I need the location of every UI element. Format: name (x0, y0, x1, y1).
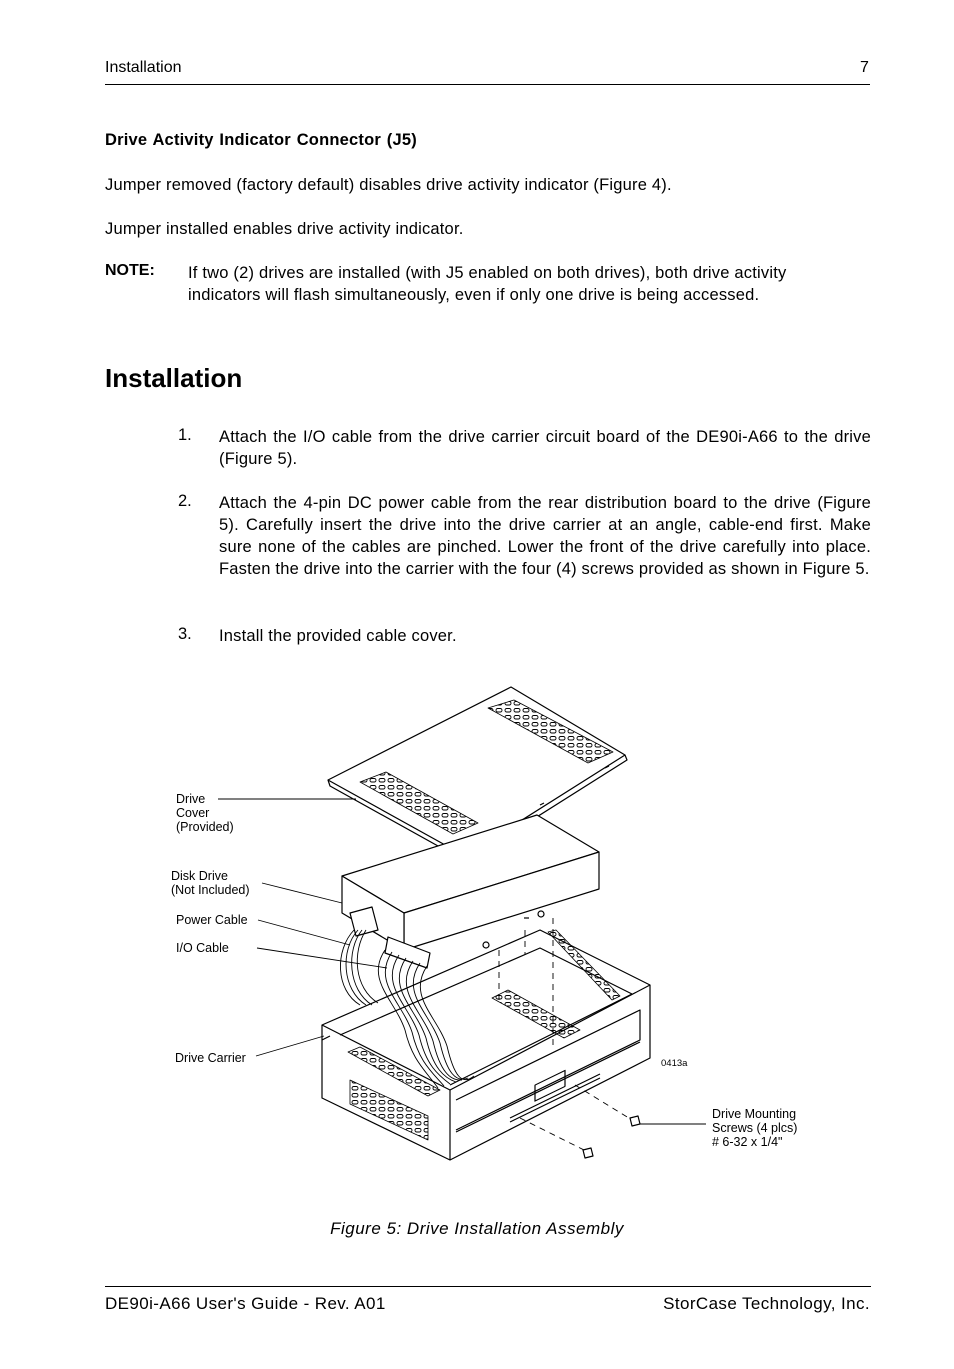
figure-caption: Figure 5: Drive Installation Assembly (330, 1219, 624, 1238)
drive-carrier (322, 930, 650, 1160)
part-number-label: 0413a (661, 1058, 688, 1069)
j5-paragraph-installed: Jumper installed enables drive activity indicator. (105, 220, 464, 238)
section-title: Installation (105, 363, 243, 393)
drive-cover-label (176, 792, 234, 834)
j5-paragraph-removed: Jumper removed (factory default) disables drive activity indicator (Figure 4). (105, 176, 672, 194)
label-line: Screws (4 plcs) (712, 1121, 798, 1135)
label-line: (Provided) (176, 820, 234, 834)
note-text: If two (2) drives are installed (with J5 enabled on both drives), both drive activity indicators will flash simultaneously, even if only one drive is being accessed. (188, 264, 787, 304)
page-number: 7 (860, 59, 869, 76)
mounting-screws (583, 1116, 640, 1158)
step-text: Install the provided cable cover. (219, 627, 457, 645)
label-line: Cover (176, 806, 210, 820)
disk-drive-label (171, 869, 250, 897)
power-cable-label: Power Cable (176, 913, 248, 927)
power-connector (340, 907, 378, 1005)
step-number: 1. (178, 426, 192, 444)
label-line: # 6-32 x 1/4" (712, 1135, 783, 1149)
running-header-title: Installation (105, 59, 182, 76)
step-text: Attach the I/O cable from the drive carrier circuit board of the DE90i-A66 to the drive (Figure 5). (219, 428, 871, 468)
label-line: Drive Mounting (712, 1107, 797, 1121)
footer-document-title: DE90i-A66 User's Guide - Rev. A01 (105, 1294, 386, 1313)
disk-drive (342, 815, 599, 950)
drive-carrier-label: Drive Carrier (175, 1051, 246, 1065)
mounting-screws-label (712, 1107, 797, 1149)
label-line: (Not Included) (171, 883, 250, 897)
label-line: Drive (176, 792, 206, 806)
note-label: NOTE: (105, 262, 155, 279)
step-number: 3. (178, 625, 192, 643)
footer-company: StorCase Technology, Inc. (663, 1294, 870, 1313)
j5-heading: Drive Activity Indicator Connector (J5) (105, 131, 417, 149)
label-line: Disk Drive (171, 869, 228, 883)
io-cable-label: I/O Cable (176, 941, 229, 955)
step-text: Attach the 4-pin DC power cable from the rear distribution board to the drive (Figure 5). Carefully insert the drive into the drive carrier at an angle, cable-end first. Make sure none of the cables are pinched. Lower the front of the drive carefully into place. Fasten the drive into the carrier with the four (4) screws provided as shown in Figure 5. (219, 494, 871, 578)
step-number: 2. (178, 492, 192, 510)
footer-rule (105, 1286, 871, 1287)
